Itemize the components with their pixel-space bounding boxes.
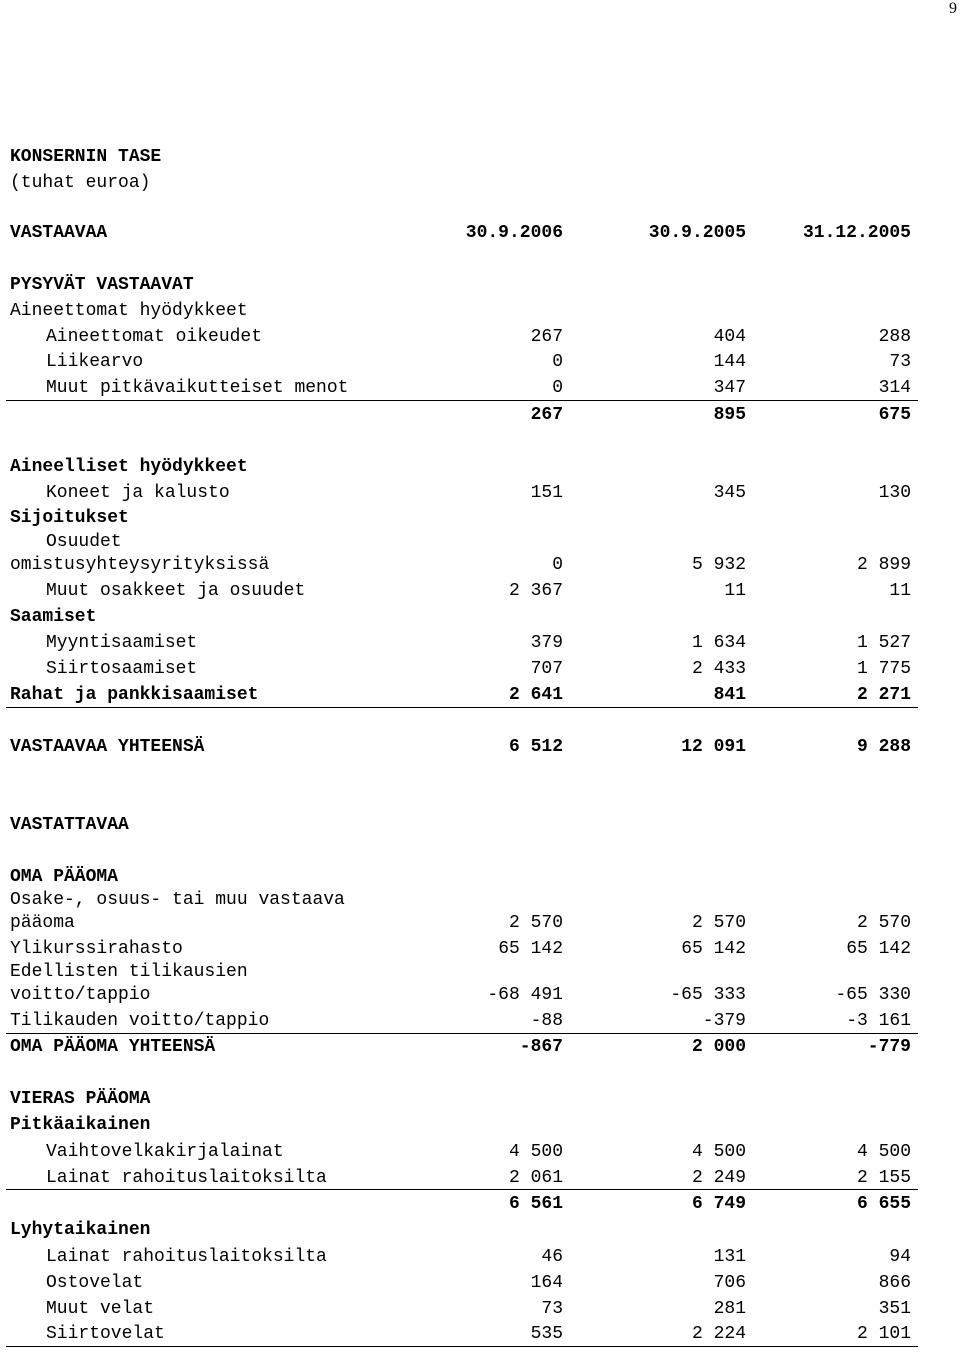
cell-value: 2 899: [856, 555, 911, 575]
cell-value: 866: [878, 1273, 911, 1293]
row-label: OMA PÄÄOMA: [10, 867, 119, 887]
row-label: Myyntisaamiset: [46, 633, 198, 653]
row-label: Ylikurssirahasto: [10, 939, 183, 959]
row-label: Siirtosaamiset: [46, 659, 198, 679]
row-label: Osuudet: [46, 532, 122, 552]
table-row-label-line: [0, 960, 960, 984]
column-header-row: [0, 221, 960, 245]
table-row: [0, 1297, 960, 1321]
cell-value: 706: [713, 1273, 746, 1293]
cell-value: 288: [878, 327, 911, 347]
divider: [6, 400, 918, 401]
row-label: Edellisten tilikausien: [10, 962, 248, 982]
table-row: [0, 937, 960, 961]
cell-value: 94: [889, 1247, 911, 1267]
row-label: Aineettomat oikeudet: [46, 327, 263, 347]
cell-value: 0: [552, 555, 563, 575]
row-label: VIERAS PÄÄOMA: [10, 1089, 151, 1109]
cell-value: 0: [552, 352, 563, 372]
cell-value: 164: [530, 1273, 563, 1293]
cell-value: 2 271: [856, 685, 911, 705]
row-label: Muut velat: [46, 1299, 155, 1319]
cell-value: 314: [878, 378, 911, 398]
group-heading: [0, 1113, 960, 1137]
table-row: [0, 1140, 960, 1164]
section-heading: [0, 273, 960, 297]
row-label: Rahat ja pankkisaamiset: [10, 685, 259, 705]
table-row: [0, 983, 960, 1007]
cell-value: 6 512: [508, 737, 563, 757]
row-label: Sijoitukset: [10, 508, 129, 528]
cell-value: 347: [713, 378, 746, 398]
cell-value: 11: [724, 581, 746, 601]
row-label: Aineettomat hyödykkeet: [10, 301, 248, 321]
table-row-label-line: [0, 530, 960, 554]
cell-value: 535: [530, 1324, 563, 1344]
table-row: [0, 325, 960, 349]
row-label: Aineelliset hyödykkeet: [10, 457, 248, 477]
cell-value: 65 142: [846, 939, 911, 959]
cell-value: 841: [713, 685, 746, 705]
divider: [6, 707, 918, 708]
cell-value: 46: [541, 1247, 563, 1267]
column-date-1: 30.9.2006: [465, 223, 563, 243]
table-row: [0, 657, 960, 681]
table-row: [0, 1245, 960, 1269]
cell-value: 1 634: [691, 633, 746, 653]
cell-value: 6 655: [856, 1194, 911, 1214]
cell-value: 675: [878, 405, 911, 425]
section-heading: [0, 813, 960, 837]
row-label: Ostovelat: [46, 1273, 144, 1293]
row-label: Lyhytaikainen: [10, 1220, 151, 1240]
cell-value: -65 333: [670, 985, 746, 1005]
cell-value: 351: [878, 1299, 911, 1319]
table-row: [0, 1166, 960, 1190]
cell-value: 2 570: [856, 913, 911, 933]
subtotal-row: [0, 403, 960, 427]
table-row-label-line: [0, 888, 960, 912]
row-label: Osake-, osuus- tai muu vastaava: [10, 890, 345, 910]
cell-value: 2 570: [691, 913, 746, 933]
cell-value: 4 500: [508, 1142, 563, 1162]
page-number: 9: [949, 0, 957, 17]
row-label: omistusyhteysyrityksissä: [10, 555, 270, 575]
group-heading: [0, 605, 960, 629]
table-row: [0, 553, 960, 577]
cell-value: 707: [530, 659, 563, 679]
cell-value: 2 155: [856, 1168, 911, 1188]
table-row: [0, 1009, 960, 1033]
cell-value: 281: [713, 1299, 746, 1319]
cell-value: 2 641: [508, 685, 563, 705]
group-heading: [0, 506, 960, 530]
row-label: Siirtovelat: [46, 1324, 165, 1344]
unit-note: (tuhat euroa): [10, 173, 151, 193]
row-label: Muut pitkävaikutteiset menot: [46, 378, 349, 398]
table-row: [0, 376, 960, 400]
cell-value: 379: [530, 633, 563, 653]
cell-value: -68 491: [487, 985, 563, 1005]
cell-value: 1 775: [856, 659, 911, 679]
cell-value: 2 433: [691, 659, 746, 679]
document-title-block: [10, 144, 161, 196]
table-row: [0, 350, 960, 374]
cell-value: 6 749: [691, 1194, 746, 1214]
row-label: Vaihtovelkakirjalainat: [46, 1142, 284, 1162]
column-date-3: 31.12.2005: [802, 223, 911, 243]
table-row: [0, 481, 960, 505]
column-date-2: 30.9.2005: [648, 223, 746, 243]
row-label: pääoma: [10, 913, 75, 933]
table-row: [0, 579, 960, 603]
grand-total-row: [0, 735, 960, 759]
cell-value: 1 527: [856, 633, 911, 653]
subtotal-row: [0, 1192, 960, 1216]
row-label: OMA PÄÄOMA YHTEENSÄ: [10, 1037, 216, 1057]
cell-value: 267: [530, 405, 563, 425]
cell-value: 130: [878, 483, 911, 503]
assets-header-label: VASTAAVAA: [10, 223, 108, 243]
row-label: voitto/tappio: [10, 985, 151, 1005]
subtotal-row: [0, 1035, 960, 1059]
row-label: VASTAAVAA YHTEENSÄ: [10, 737, 205, 757]
cell-value: 345: [713, 483, 746, 503]
row-label: Saamiset: [10, 607, 97, 627]
cell-value: 2 367: [508, 581, 563, 601]
row-label: Lainat rahoituslaitoksilta: [46, 1247, 327, 1267]
cell-value: -779: [867, 1037, 911, 1057]
cell-value: 65 142: [498, 939, 563, 959]
group-heading: [0, 299, 960, 323]
table-row: [0, 631, 960, 655]
cell-value: 2 101: [856, 1324, 911, 1344]
cell-value: 2 000: [691, 1037, 746, 1057]
cell-value: 0: [552, 378, 563, 398]
page-title: KONSERNIN TASE: [10, 147, 162, 167]
table-row: [0, 911, 960, 935]
cell-value: -3 161: [846, 1011, 911, 1031]
row-label: Lainat rahoituslaitoksilta: [46, 1168, 327, 1188]
cell-value: 73: [541, 1299, 563, 1319]
cell-value: 2 570: [508, 913, 563, 933]
cell-value: 2 249: [691, 1168, 746, 1188]
cell-value: 2 224: [691, 1324, 746, 1344]
row-label: Koneet ja kalusto: [46, 483, 230, 503]
cell-value: 2 061: [508, 1168, 563, 1188]
cell-value: 4 500: [691, 1142, 746, 1162]
cell-value: 6 561: [508, 1194, 563, 1214]
cell-value: -867: [519, 1037, 563, 1057]
group-heading: [0, 865, 960, 889]
cell-value: -88: [530, 1011, 563, 1031]
cell-value: 131: [713, 1247, 746, 1267]
group-heading: [0, 1218, 960, 1242]
cell-value: 11: [889, 581, 911, 601]
table-row: [0, 1271, 960, 1295]
group-heading: [0, 1087, 960, 1111]
cell-value: 5 932: [691, 555, 746, 575]
cell-value: 895: [713, 405, 746, 425]
cell-value: 267: [530, 327, 563, 347]
cell-value: 9 288: [856, 737, 911, 757]
row-label: VASTATTAVAA: [10, 815, 129, 835]
divider: [6, 1033, 918, 1034]
divider: [6, 1189, 918, 1190]
cell-value: -65 330: [835, 985, 911, 1005]
cell-value: 404: [713, 327, 746, 347]
divider: [6, 1346, 918, 1347]
row-label: Muut osakkeet ja osuudet: [46, 581, 306, 601]
row-label: Tilikauden voitto/tappio: [10, 1011, 270, 1031]
row-label: Pitkäaikainen: [10, 1115, 151, 1135]
cell-value: 65 142: [681, 939, 746, 959]
row-label: PYSYVÄT VASTAAVAT: [10, 275, 194, 295]
group-heading: [0, 455, 960, 479]
table-row: [0, 683, 960, 707]
cell-value: 151: [530, 483, 563, 503]
table-row: [0, 1322, 960, 1346]
cell-value: 12 091: [681, 737, 746, 757]
cell-value: 144: [713, 352, 746, 372]
cell-value: 73: [889, 352, 911, 372]
row-label: Liikearvo: [46, 352, 144, 372]
cell-value: 4 500: [856, 1142, 911, 1162]
cell-value: -379: [702, 1011, 746, 1031]
